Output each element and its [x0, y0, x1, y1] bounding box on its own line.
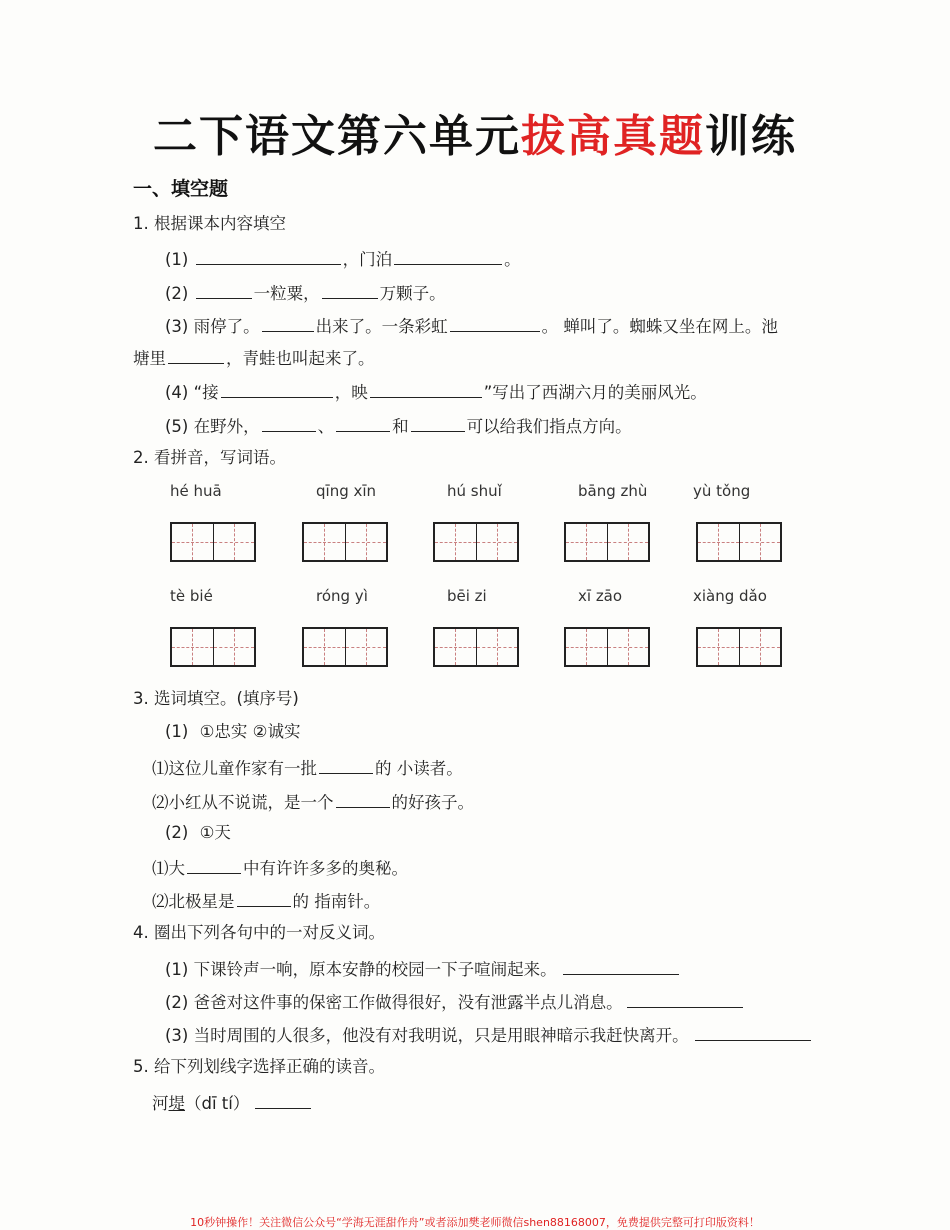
answer-blank[interactable]: [394, 246, 502, 265]
answer-blank[interactable]: [262, 413, 316, 432]
answer-blank[interactable]: [262, 313, 314, 332]
answer-blank[interactable]: [196, 280, 252, 299]
pinyin-1: hé huā: [170, 482, 222, 500]
answer-blank[interactable]: [450, 313, 540, 332]
q1-item3-line2: 塘里 ，青蛙也叫起来了。: [133, 345, 375, 370]
title-part1: 二下语文第六单元: [153, 111, 521, 162]
section-heading: 一、填空题: [133, 178, 229, 200]
q4-label: 4. 圈出下列各句中的一对反义词。: [133, 923, 385, 942]
writing-grid[interactable]: [302, 522, 388, 562]
underlined-char: 堤: [168, 1094, 185, 1113]
answer-blank[interactable]: [336, 789, 390, 808]
answer-blank[interactable]: [237, 888, 291, 907]
answer-blank[interactable]: [255, 1090, 311, 1109]
pinyin-4: bāng zhù: [578, 482, 648, 500]
answer-blank[interactable]: [627, 989, 743, 1008]
q4-sentence3: (3) 当时周围的人很多，他没有对我明说，只是用眼神暗示我赶快离开。: [165, 1022, 813, 1047]
answer-blank[interactable]: [336, 413, 390, 432]
q3-sentence2: ⑵小红从不说谎，是一个 的好孩子。: [152, 789, 474, 814]
pinyin-7: róng yì: [316, 587, 368, 605]
footer-notice: 10秒钟操作！关注微信公众号“学海无涯甜作舟”或者添加樊老师微信shen88168007，免费提供完整可打印版资料！: [190, 1216, 760, 1229]
writing-grid[interactable]: [433, 522, 519, 562]
q1-item3-line1: (3) 雨停了。 出来了。一条彩虹 。 蝉叫了。蜘蛛又坐在网上。池: [165, 313, 778, 338]
pinyin-6: tè bié: [170, 587, 213, 605]
q1-label: 1. 根据课本内容填空: [133, 214, 286, 233]
writing-grid[interactable]: [302, 627, 388, 667]
q1-item5: (5) 在野外， 、 和 可以给我们指点方向。: [165, 413, 632, 438]
pinyin-9: xī zāo: [578, 587, 623, 605]
q4-sentence2: (2) 爸爸对这件事的保密工作做得很好，没有泄露半点儿消息。: [165, 989, 745, 1014]
answer-blank[interactable]: [196, 246, 341, 265]
q3-group1: (1) ①忠实 ②诚实: [165, 722, 301, 741]
answer-blank[interactable]: [187, 855, 241, 874]
q3-group2: (2) ①天: [165, 823, 231, 842]
page-title: [0, 100, 950, 164]
pinyin-5: yù tǒng: [693, 482, 751, 500]
q3-sentence3: ⑴大 中有许许多多的奥秘。: [152, 855, 408, 880]
pinyin-8: bēi zi: [447, 587, 487, 605]
q3-sentence4: ⑵北极星是 的 指南针。: [152, 888, 380, 913]
pinyin-3: hú shuǐ: [447, 482, 502, 500]
writing-grid[interactable]: [433, 627, 519, 667]
answer-blank[interactable]: [563, 956, 679, 975]
q5-item: 河堤（dī tí）: [152, 1090, 313, 1115]
answer-blank[interactable]: [370, 379, 482, 398]
q3-label: 3. 选词填空。(填序号): [133, 689, 299, 708]
answer-blank[interactable]: [221, 379, 333, 398]
writing-grid[interactable]: [170, 522, 256, 562]
answer-blank[interactable]: [411, 413, 465, 432]
writing-grid[interactable]: [564, 627, 650, 667]
pinyin-10: xiàng dǎo: [693, 587, 767, 605]
answer-blank[interactable]: [322, 280, 378, 299]
q1-item2: (2) 一粒粟， 万颗子。: [165, 280, 446, 305]
title-highlight: 拔高真题: [521, 111, 705, 162]
answer-blank[interactable]: [319, 755, 373, 774]
writing-grid[interactable]: [696, 522, 782, 562]
q1-item4: (4) “接 ，映 ”写出了西湖六月的美丽风光。: [165, 379, 707, 404]
pinyin-2: qīng xīn: [316, 482, 377, 500]
answer-blank[interactable]: [695, 1022, 811, 1041]
q4-sentence1: (1) 下课铃声一响，原本安静的校园一下子喧闹起来。: [165, 956, 681, 981]
q1-item1: (1) ，门泊 。: [165, 246, 521, 271]
title-part2: 训练: [705, 111, 797, 162]
writing-grid[interactable]: [170, 627, 256, 667]
q5-label: 5. 给下列划线字选择正确的读音。: [133, 1057, 385, 1076]
writing-grid[interactable]: [564, 522, 650, 562]
q3-sentence1: ⑴这位儿童作家有一批 的 小读者。: [152, 755, 463, 780]
answer-blank[interactable]: [168, 345, 224, 364]
writing-grid[interactable]: [696, 627, 782, 667]
q2-label: 2. 看拼音，写词语。: [133, 448, 286, 467]
